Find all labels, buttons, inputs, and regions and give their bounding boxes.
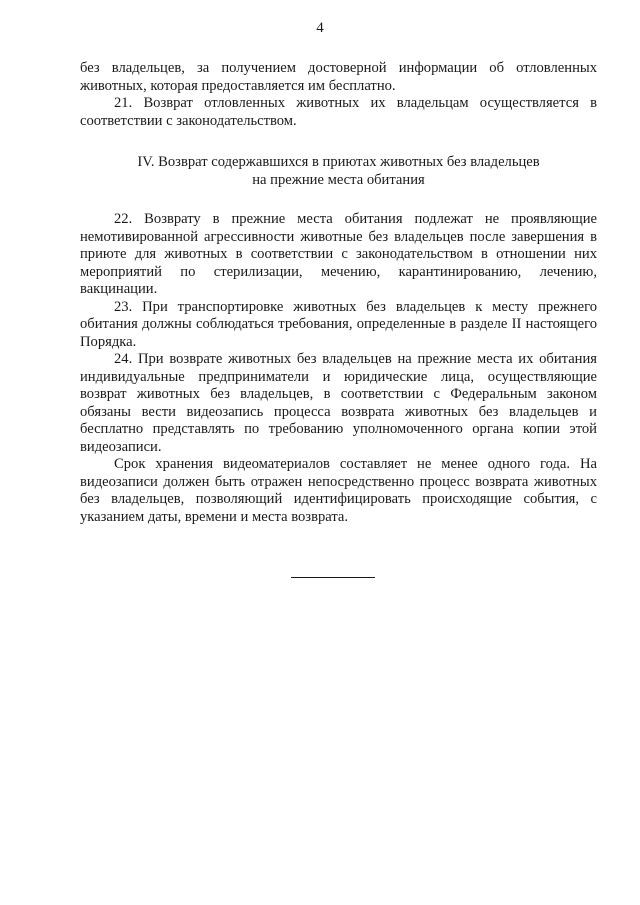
paragraph-22: 22. Возврату в прежние места обитания подлежат не проявляющие немотивированной агрессивности животные без владельцев после завершения в приюте для животных в соответствии с законодательством в отношении них мероприятий по стерилизации, мечению, карантинированию, лечению, вакцинации. [80,211,597,297]
section-heading-line-1: IV. Возврат содержавшихся в приютах животных без владельцев [137,154,540,170]
end-divider-line [291,577,375,578]
paragraph-23: 23. При транспортировке животных без владельцев к месту прежнего обитания должны соблюдаться требования, определенные в разделе II настоящего Порядка. [80,298,597,350]
paragraph-24: 24. При возврате животных без владельцев на прежние места их обитания индивидуальные предприниматели и юридические лица, осуществляющие возврат животных без владельцев, в соответствии с Федеральным законом обязаны вести видеозапись процесса возврата животных без владельцев и бесплатно представлять по требованию уполномоченного органа копии этой видеозаписи. [80,351,597,455]
page-number: 4 [316,20,324,36]
document-body [80,60,597,526]
paragraph-21: 21. Возврат отловленных животных их владельцам осуществляется в соответствии с законодательством. [80,95,597,129]
section-heading-iv [80,154,597,189]
section-heading-line-2: на прежние места обитания [252,171,425,188]
paragraph-storage-term: Срок хранения видеоматериалов составляет не менее одного года. На видеозаписи должен быть отражен непосредственно процесс возврата животных без владельцев, позволяющий идентифицировать происходящие события, с указанием даты, времени и места возврата. [80,456,597,525]
paragraph-continuation: без владельцев, за получением достоверной информации об отловленных животных, которая предоставляется им бесплатно. [80,60,597,94]
